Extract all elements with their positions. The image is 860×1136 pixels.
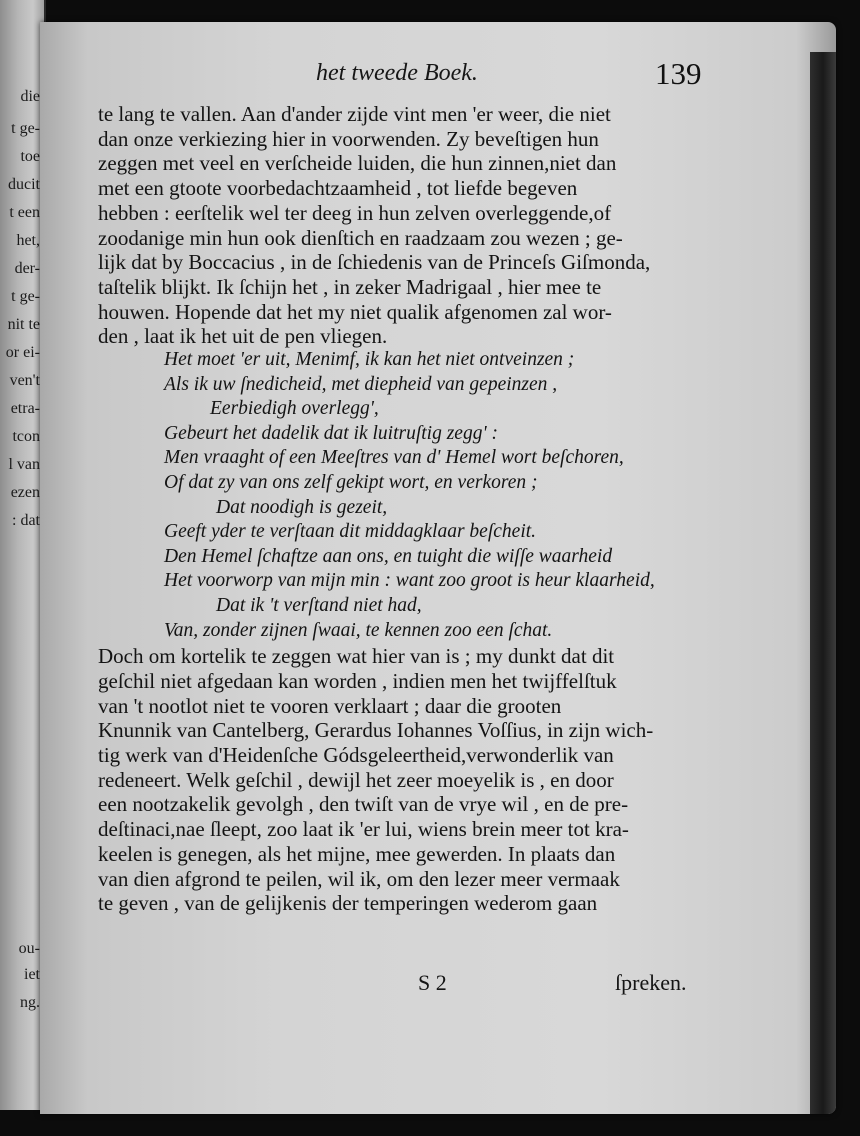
text-line: zoodanige min hun ook dienſtich en raadzaam zou wezen ; ge- (98, 225, 623, 250)
book-spine (810, 52, 836, 1114)
verse-line: Dat ik 't verſtand niet had, (216, 595, 422, 616)
verse-line: Als ik uw ſnedicheid, met diepheid van gepeinzen , (164, 373, 558, 395)
signature-mark: S 2 (418, 970, 447, 995)
text-line: houwen. Hopende dat het my niet qualik afgenomen zal wor- (98, 299, 612, 324)
verse-line: Het moet 'er uit, Menimf, ik kan het niet ontveinzen ; (164, 349, 575, 370)
verse-line: Men vraaght of een Meeſtres van d' Hemel wort beſchoren, (164, 447, 624, 469)
text-line: Doch om kortelik te zeggen wat hier van is ; my dunkt dat dit (98, 644, 615, 669)
previous-page-fragment: iet (24, 966, 40, 983)
verse-line: Van, zonder zijnen ſwaai, te kennen zoo een ſchat. (164, 619, 553, 641)
text-line: zeggen met veel en verſcheide luiden, die hun zinnen,niet dan (98, 151, 617, 176)
text-line: van 't nootlot niet te vooren verklaart ; daar die grooten (98, 693, 562, 718)
previous-page-fragment: or ei- (5, 344, 40, 361)
previous-page-fragment: ducit (8, 176, 40, 193)
previous-page-fragment: t ge- (11, 288, 40, 305)
previous-page-fragment: ou- (18, 940, 40, 957)
text-line: tig werk van d'Heidenſche Gódsgeleertheid,verwonderlik van (98, 743, 614, 767)
previous-page-fragment: ng. (20, 994, 40, 1011)
previous-page-fragment: der- (14, 260, 40, 277)
text-line: keelen is genegen, als het mijne, mee gewerden. In plaats dan (98, 841, 616, 866)
text-line: met een gtoote voorbedachtzaamheid , tot liefde begeven (98, 176, 578, 201)
text-line: te lang te vallen. Aan d'ander zijde vint men 'er weer, die niet (98, 102, 611, 126)
text-line: deſtinaci,nae ſleept, zoo laat ik 'er lui, wiens brein meer tot kra- (98, 817, 629, 842)
verse-line: Het voorworp van mijn min : want zoo groot is heur klaarheid, (164, 570, 655, 592)
text-line: hebben : eerſtelik wel ter deeg in hun zelven overleggende,of (98, 200, 612, 225)
text-line: van dien afgrond te peilen, wil ik, om den lezer meer vermaak (98, 866, 620, 891)
verse-line: Geeft yder te verſtaan dit middagklaar beſcheit. (164, 521, 537, 543)
previous-page-fragment: l van (8, 456, 40, 473)
previous-page-fragment: ezen (10, 484, 40, 501)
previous-page-fragment: ven't (9, 372, 40, 389)
previous-page-fragment: die (20, 88, 40, 105)
text-line: een nootzakelik gevolgh , den twiſt van de vrye wil , en de pre- (98, 792, 629, 817)
page-number: 139 (655, 56, 702, 91)
catchword: ſpreken. (615, 970, 687, 995)
previous-page-fragment: t een (9, 204, 40, 221)
verse-line: Dat noodigh is gezeit, (216, 496, 388, 518)
book-page (40, 22, 836, 1114)
previous-page-fragment: tcon (12, 428, 40, 445)
previous-page-fragment: etra- (10, 400, 40, 417)
text-line: taſtelik blijkt. Ik ſchijn het , in zeker Madrigaal , hier mee te (98, 274, 602, 299)
verse-line: Eerbiedigh overlegg', (210, 398, 379, 420)
verse-line: Gebeurt het dadelik dat ik luitruſtig zegg' : (164, 422, 498, 444)
text-line: geſchil niet afgedaan kan worden , indien men het twijffelſtuk (98, 668, 617, 693)
previous-page-fragment: het, (16, 232, 40, 249)
previous-page-fragment: t ge- (11, 120, 40, 137)
text-line: redeneert. Welk geſchil , dewijl het zeer moeyelik is , en door (98, 767, 614, 792)
verse-line: Den Hemel ſchaftze aan ons, en tuight die wiſſe waarheid (164, 545, 613, 567)
text-line: den , laat ik het uit de pen vliegen. (98, 324, 388, 349)
text-line: te geven , van de gelijkenis der temperingen wederom gaan (98, 891, 598, 916)
text-line: dan onze verkiezing hier in voorwenden. Zy beveſtigen hun (98, 126, 599, 151)
previous-page-fragment: nit te (7, 316, 40, 333)
verse-line: Of dat zy van ons zelf gekipt wort, en verkoren ; (164, 472, 538, 493)
text-line: Knunnik van Cantelberg, Gerardus Iohannes Voſſius, in zijn wich- (98, 718, 654, 743)
previous-page-fragment: toe (20, 148, 40, 165)
previous-page-fragment: : dat (12, 512, 40, 529)
text-line: lijk dat by Boccacius , in de ſchiedenis van de Princeſs Giſmonda, (98, 250, 651, 275)
running-head: het tweede Boek. (316, 60, 478, 86)
